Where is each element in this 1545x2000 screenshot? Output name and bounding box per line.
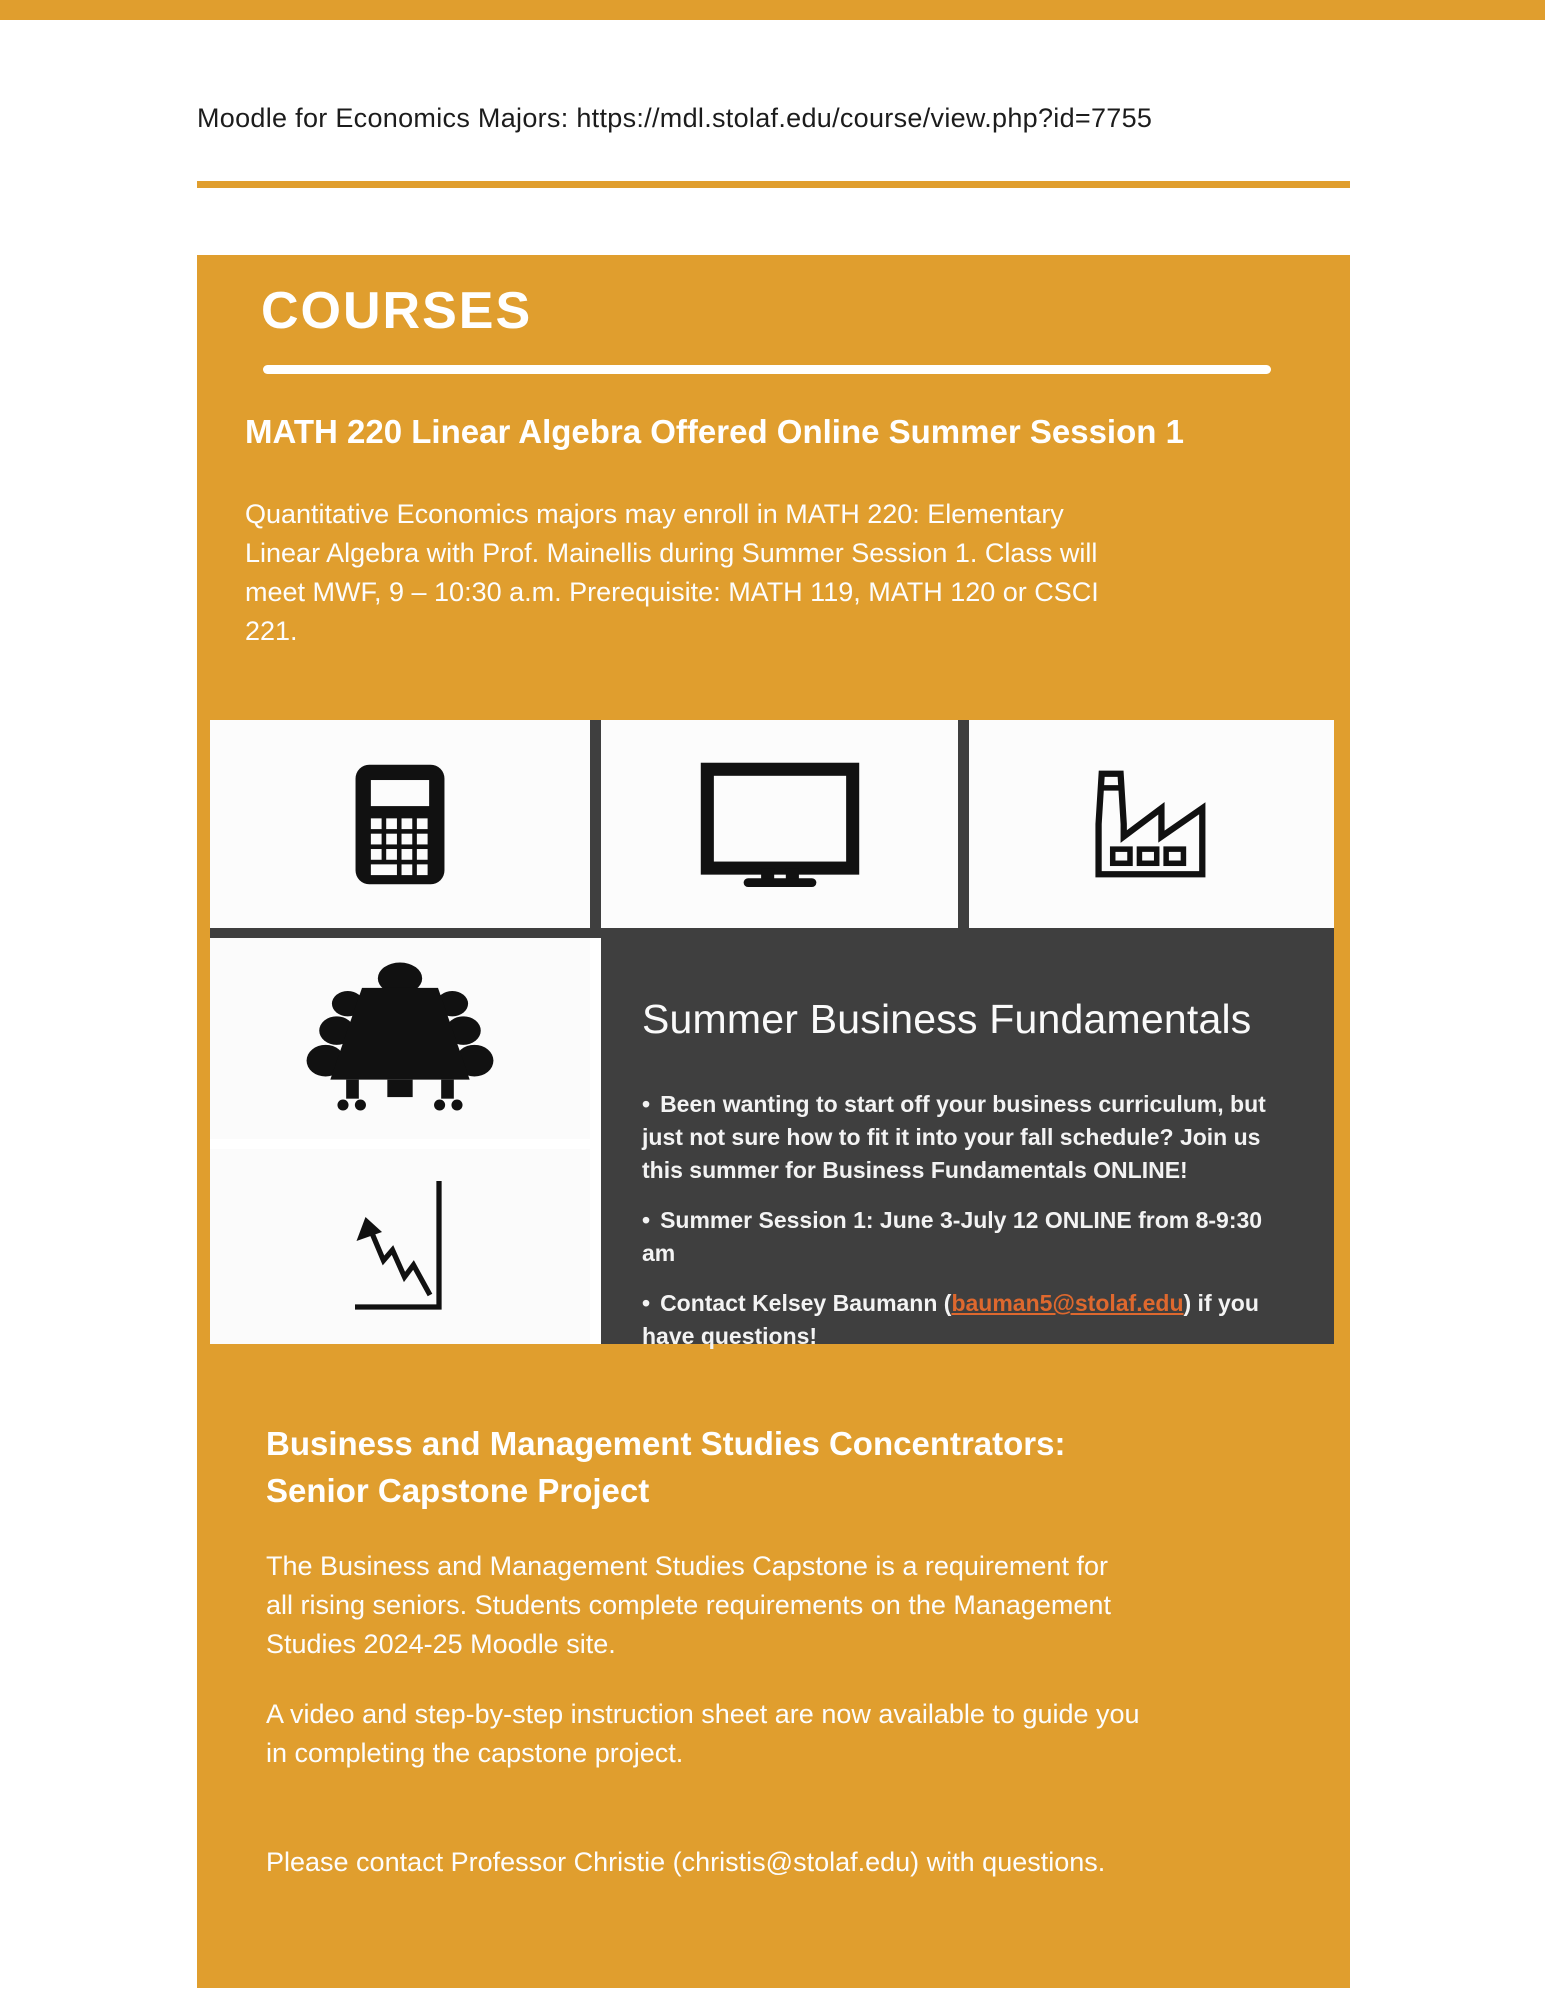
capstone-paragraph-1: The Business and Management Studies Capstone is a requirement for all rising seniors. Students complete requirements on the Management Studies 2024-25 Moodle site. xyxy=(266,1551,1111,1659)
moodle-course-link[interactable]: https://mdl.stolaf.edu/course/view.php?id=7755 xyxy=(576,103,1153,133)
bullet-item: • Summer Session 1: June 3-July 12 ONLINE from 8-9:30 am xyxy=(642,1204,1290,1270)
header-divider xyxy=(197,181,1350,188)
collage-left-column xyxy=(210,938,601,1344)
tile-monitor xyxy=(601,720,958,928)
line-chart-icon xyxy=(325,1167,475,1327)
capstone-heading-line2: Senior Capstone Project xyxy=(266,1472,650,1509)
bullet-item: • Been wanting to start off your business curriculum, but just not sure how to fit it into your fall schedule? Join us this summer for Business Fundamentals ONLINE! xyxy=(642,1088,1290,1187)
bullet-contact-post: ) if you have questions! xyxy=(642,1290,1259,1349)
capstone-heading xyxy=(266,1420,1066,1514)
top-accent-bar xyxy=(0,0,1545,20)
capstone-paragraph-3: Please contact Professor Christie (christis@stolaf.edu) with questions. xyxy=(266,1847,1106,1877)
section-title: COURSES xyxy=(261,282,533,340)
courses-card xyxy=(197,255,1350,1988)
panel-bullet-list xyxy=(642,1088,1290,1370)
bullet-contact-pre: Contact Kelsey Baumann ( xyxy=(660,1290,952,1316)
calculator-icon xyxy=(354,763,446,886)
tile-meeting-table xyxy=(210,938,590,1139)
panel-title: Summer Business Fundamentals xyxy=(642,996,1252,1042)
course-image-collage xyxy=(210,720,1334,1349)
monitor-icon xyxy=(700,762,860,887)
header-label: Moodle for Economics Majors: xyxy=(197,103,577,133)
capstone-paragraph-2: A video and step-by-step instruction sheet are now available to guide you in completing the capstone project. xyxy=(266,1699,1140,1768)
page-header xyxy=(197,103,1397,134)
section-title-underline xyxy=(263,365,1271,374)
capstone-heading-line1: Business and Management Studies Concentrators: xyxy=(266,1425,1066,1462)
math220-heading: MATH 220 Linear Algebra Offered Online Summer Session 1 xyxy=(245,413,1184,450)
factory-icon xyxy=(1073,758,1231,890)
tile-calculator xyxy=(210,720,590,928)
baumann-email-link[interactable]: bauman5@stolaf.edu xyxy=(951,1290,1184,1316)
meeting-table-icon xyxy=(305,956,495,1121)
tile-factory xyxy=(969,720,1334,928)
summer-business-panel xyxy=(601,938,1334,1349)
bullet-item xyxy=(642,1287,1290,1353)
math220-paragraph: Quantitative Economics majors may enroll in MATH 220: Elementary Linear Algebra with Prof. Mainellis during Summer Session 1. Class will meet MWF, 9 – 10:30 a.m. Prerequisite: MATH 119, MATH 120 or CSCI 221. xyxy=(245,499,1099,646)
tile-line-chart xyxy=(210,1149,590,1344)
